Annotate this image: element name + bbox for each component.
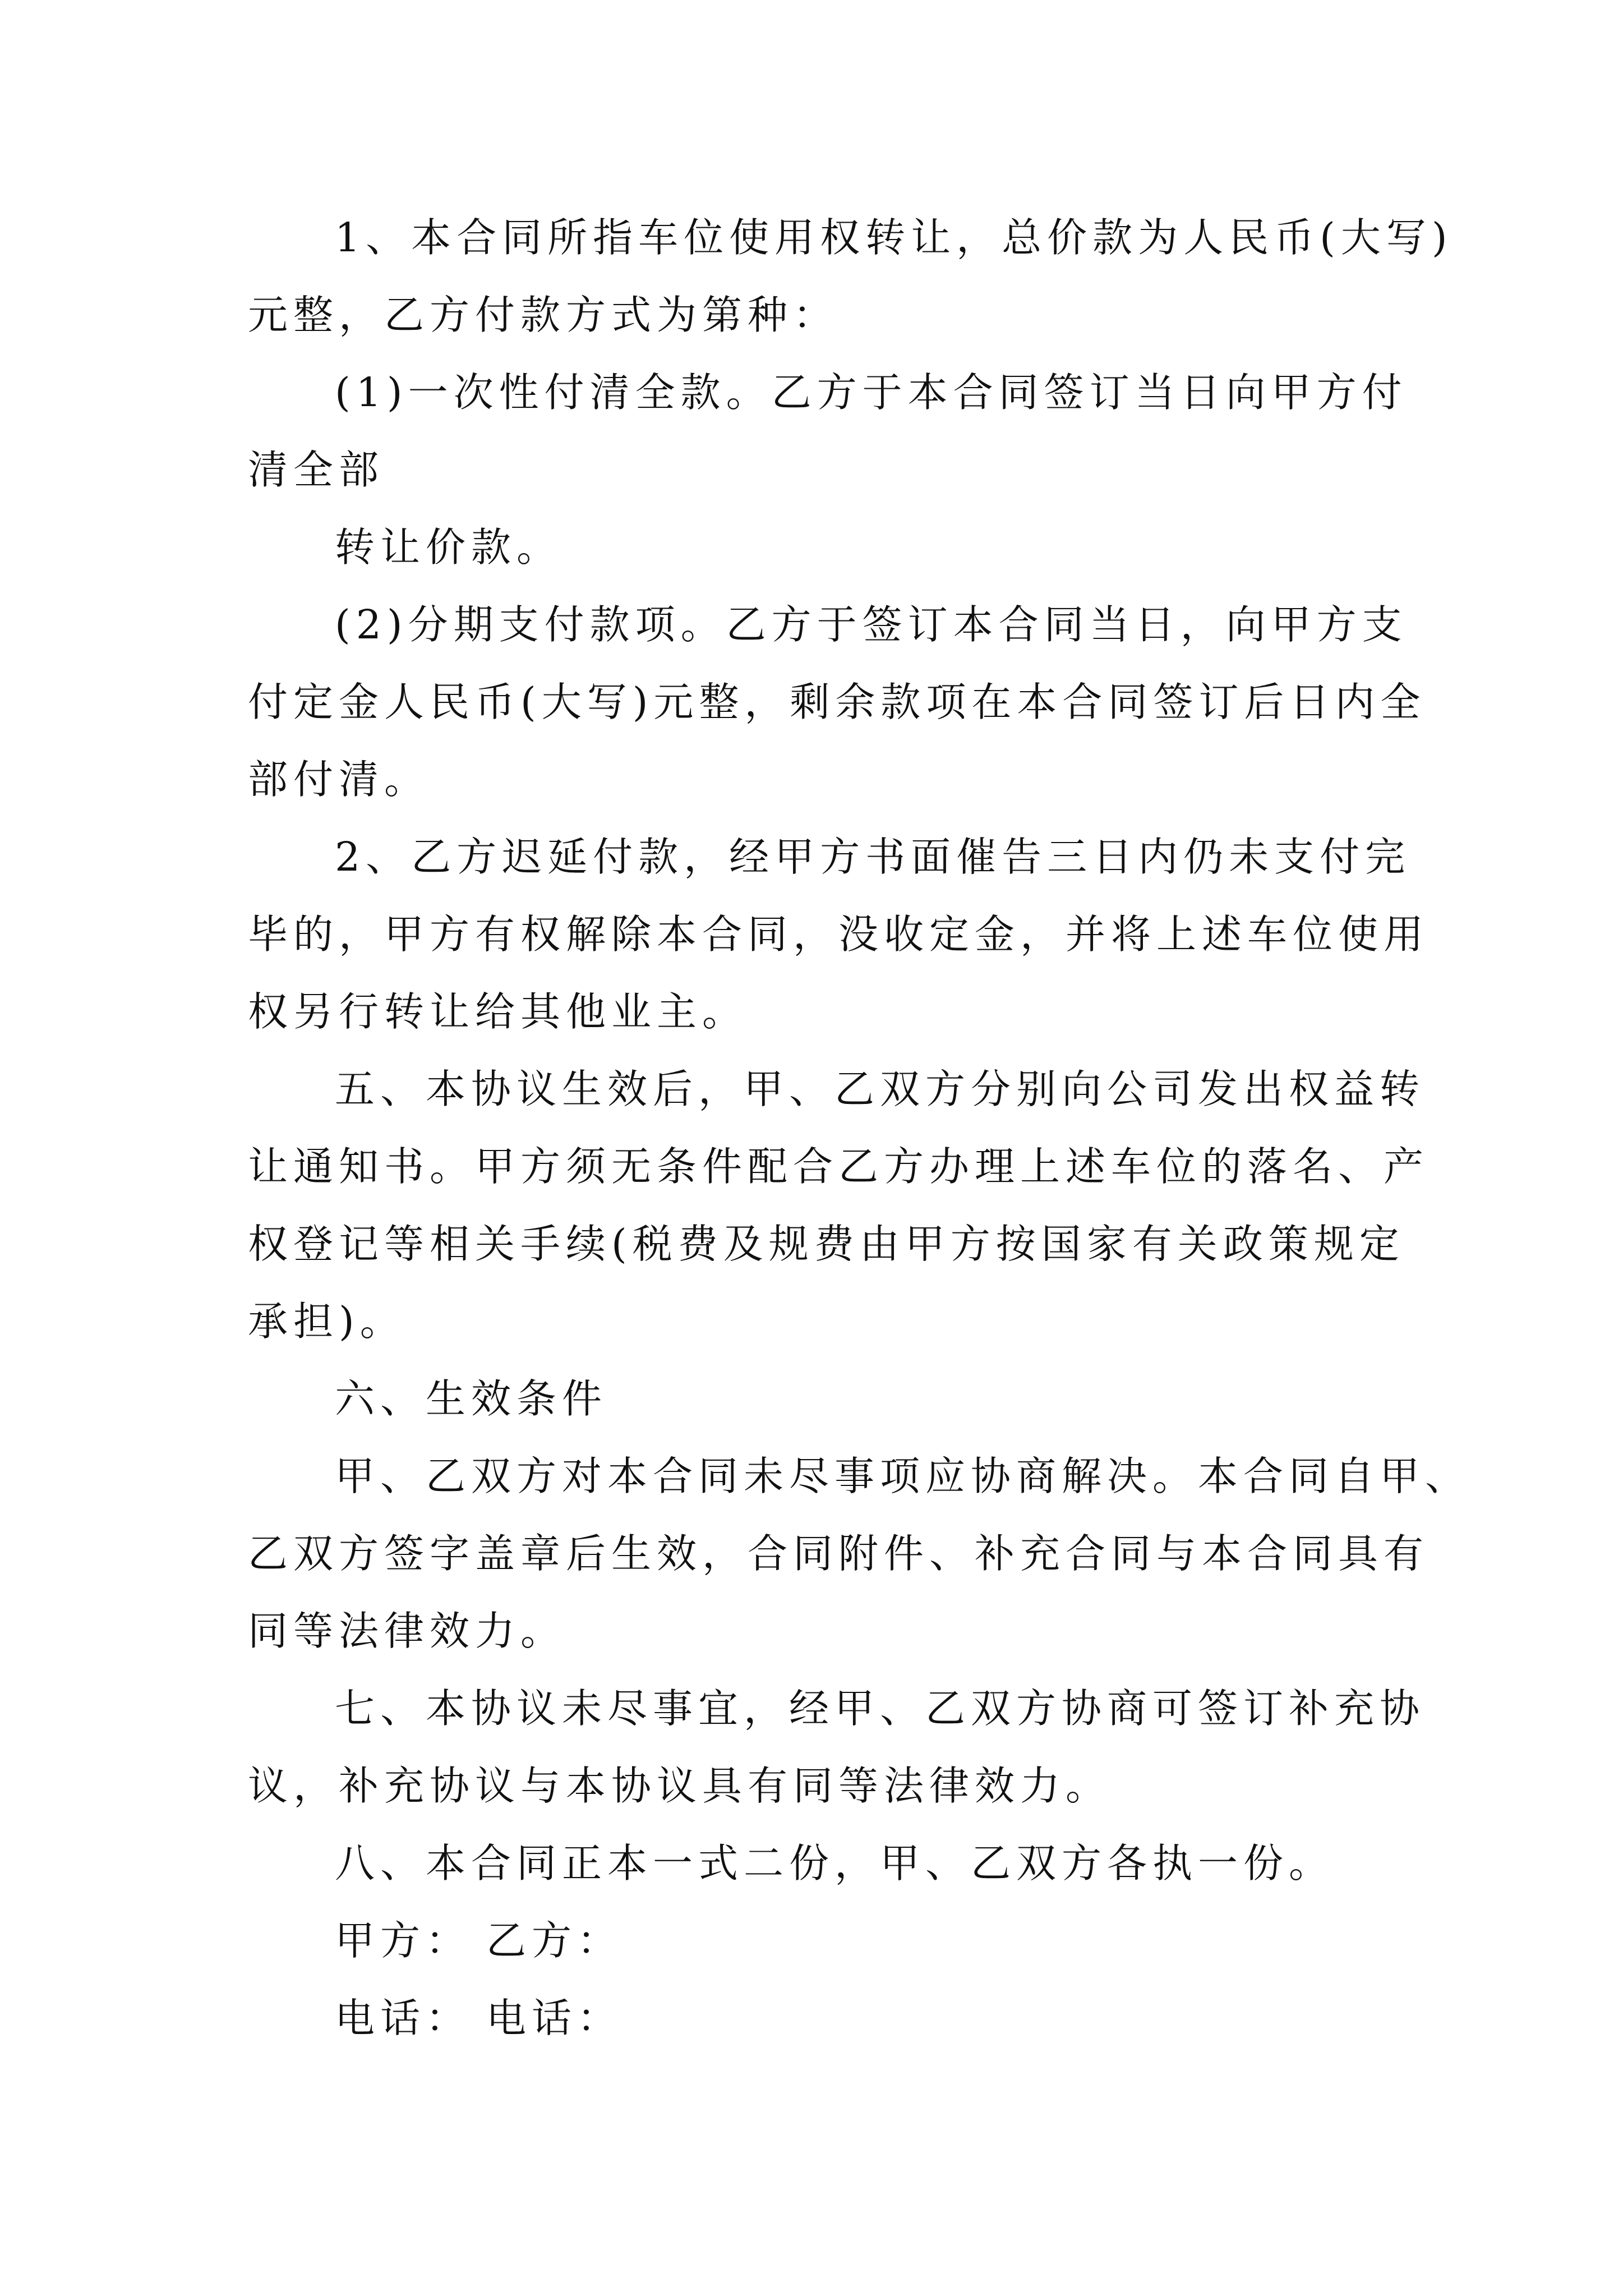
paragraph-line: 转让价款。 xyxy=(335,524,562,570)
contract-body xyxy=(248,199,1471,2057)
paragraph-line: 元整，乙方付款方式为第种： xyxy=(248,292,839,338)
paragraph-line: 权另行转让给其他业主。 xyxy=(248,988,748,1035)
party-b-label: 乙方： xyxy=(486,1917,623,1964)
signature-parties xyxy=(248,1902,1378,1980)
paragraph-line: 七、本协议未尽事宜，经甲、乙双方协商可签订补充协 xyxy=(335,1685,1426,1732)
paragraph-line: (2)分期支付款项。乙方于签订本合同当日，向甲方支 xyxy=(335,601,1408,648)
paragraph-line: 乙双方签字盖章后生效，合同附件、补充合同与本合同具有 xyxy=(248,1530,1430,1577)
paragraph-line: (1)一次性付清全款。乙方于本合同签订当日向甲方付 xyxy=(335,369,1408,416)
paragraph-line: 五、本协议生效后，甲、乙双方分别向公司发出权益转 xyxy=(335,1066,1426,1112)
paragraph-line: 部付清。 xyxy=(248,756,430,803)
paragraph-line: 1、本合同所指车位使用权转让，总价款为人民币(大写) xyxy=(335,214,1453,261)
paragraph-line: 权登记等相关手续(税费及规费由甲方按国家有关政策规定 xyxy=(248,1221,1405,1267)
paragraph-line: 八、本合同正本一式二份，甲、乙双方各执一份。 xyxy=(335,1840,1335,1887)
paragraph-line: 付定金人民币(大写)元整，剩余款项在本合同签订后日内全 xyxy=(248,679,1426,725)
party-a-label: 甲方： xyxy=(335,1917,472,1964)
phone-b-label: 电话： xyxy=(486,1995,623,2041)
paragraph-line: 甲、乙双方对本合同未尽事项应协商解决。本合同自甲、 xyxy=(335,1453,1471,1499)
phone-a-label: 电话： xyxy=(335,1995,472,2041)
paragraph-line: 议，补充协议与本协议具有同等法律效力。 xyxy=(248,1763,1112,1809)
section-heading: 六、生效条件 xyxy=(335,1375,608,1422)
paragraph-line: 清全部 xyxy=(248,447,385,493)
paragraph-line: 承担)。 xyxy=(248,1298,405,1345)
paragraph-line: 同等法律效力。 xyxy=(248,1608,566,1654)
paragraph-line: 毕的，甲方有权解除本合同，没收定金，并将上述车位使用 xyxy=(248,911,1430,958)
signature-phones xyxy=(248,1980,1378,2057)
paragraph-line: 2、乙方迟延付款，经甲方书面催告三日内仍未支付完 xyxy=(335,834,1411,880)
paragraph-line: 让通知书。甲方须无条件配合乙方办理上述车位的落名、产 xyxy=(248,1143,1430,1190)
